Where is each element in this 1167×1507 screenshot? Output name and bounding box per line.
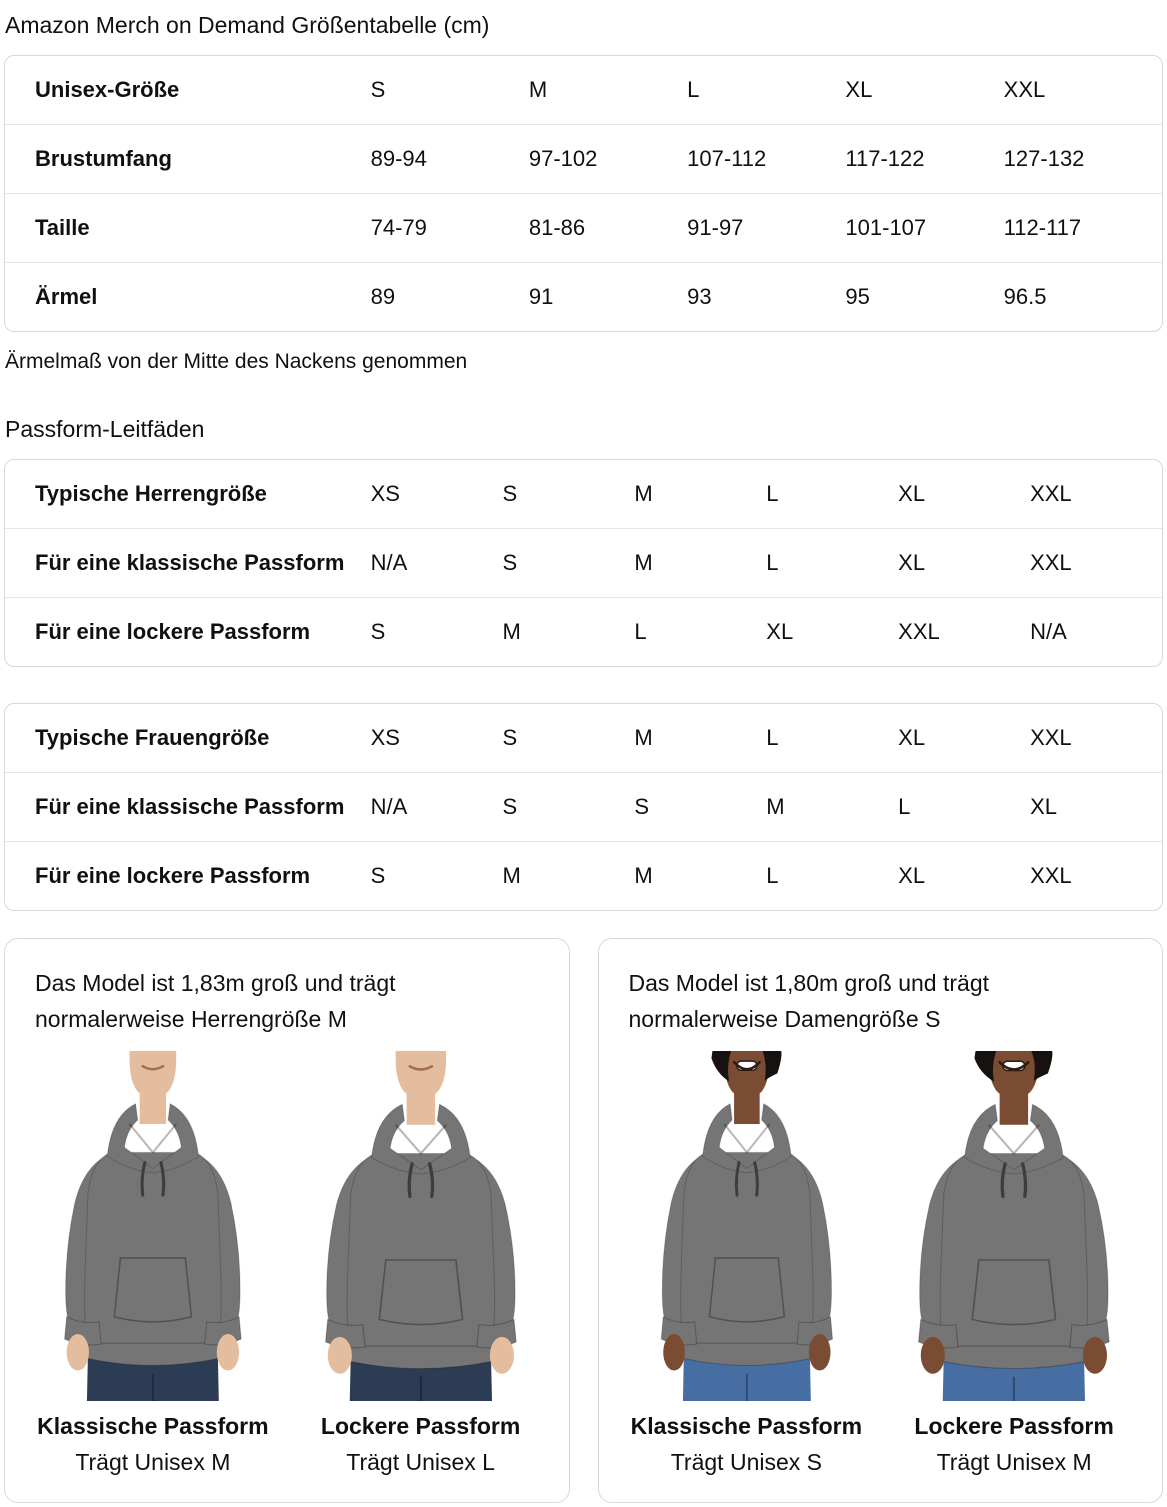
value-cell: M bbox=[503, 597, 635, 666]
table-row bbox=[5, 193, 1162, 262]
page-title: Amazon Merch on Demand Größentabelle (cm) bbox=[5, 12, 490, 38]
table-row bbox=[5, 597, 1162, 666]
size-cell: XL bbox=[845, 77, 873, 102]
value-cell: XL bbox=[898, 528, 1030, 597]
torso bbox=[940, 1153, 1087, 1363]
table-row bbox=[5, 56, 1162, 124]
model-caption bbox=[882, 1413, 1146, 1476]
hoodie bbox=[65, 1104, 242, 1366]
kangaroo-pocket bbox=[114, 1258, 191, 1322]
size-cell: L bbox=[687, 77, 700, 102]
value-cell: XL bbox=[898, 725, 926, 750]
womens-fit-table bbox=[4, 703, 1163, 911]
mens-fit-table bbox=[4, 459, 1163, 667]
fit-type-label: Klassische Passform bbox=[630, 1412, 863, 1439]
sleeve-measure-note: Ärmelmaß von der Mitte des Nackens genommen bbox=[5, 350, 468, 373]
value-cell: XL bbox=[898, 481, 926, 506]
collar-v-line bbox=[989, 1125, 1039, 1154]
row-label: Unisex-Größe bbox=[35, 77, 180, 102]
value-cell: 81-86 bbox=[529, 193, 687, 262]
wears-size-label: Trägt Unisex L bbox=[346, 1448, 495, 1475]
collar-v-line bbox=[724, 1124, 769, 1152]
value-cell: 97-102 bbox=[529, 124, 687, 193]
value-cell: M bbox=[634, 725, 653, 750]
table-row bbox=[5, 262, 1162, 331]
value-cell: 112-117 bbox=[1004, 193, 1162, 262]
torso bbox=[347, 1153, 494, 1363]
value-cell: L bbox=[634, 597, 766, 666]
value-cell: XXL bbox=[1030, 528, 1162, 597]
value-cell: N/A bbox=[1030, 597, 1162, 666]
value-cell: N/A bbox=[371, 772, 503, 841]
female-loose-illustration bbox=[882, 1051, 1146, 1401]
table-row bbox=[5, 704, 1162, 772]
value-cell: M bbox=[503, 841, 635, 910]
card-caption: Das Model ist 1,80m groß und trägt normalerweise Damengröße S bbox=[628, 970, 989, 1032]
value-cell: S bbox=[634, 772, 766, 841]
value-cell: 91 bbox=[529, 262, 687, 331]
value-cell: 93 bbox=[687, 262, 845, 331]
model-photos bbox=[615, 1051, 1147, 1476]
model-photo-classic-male bbox=[21, 1051, 285, 1476]
table-row bbox=[5, 124, 1162, 193]
collar-v-line bbox=[395, 1125, 445, 1154]
female-classic-illustration bbox=[615, 1051, 879, 1401]
value-cell: 127-132 bbox=[1004, 124, 1162, 193]
value-cell: S bbox=[503, 528, 635, 597]
hoodie bbox=[325, 1104, 516, 1368]
value-cell: N/A bbox=[371, 528, 503, 597]
kangaroo-pocket bbox=[379, 1260, 462, 1325]
male-loose-illustration bbox=[289, 1051, 553, 1401]
hem-band bbox=[682, 1343, 810, 1365]
male-model-card bbox=[4, 938, 570, 1503]
value-cell: 89 bbox=[371, 262, 529, 331]
hem-band bbox=[943, 1346, 1085, 1369]
value-cell: 91-97 bbox=[687, 193, 845, 262]
value-cell: L bbox=[898, 772, 1030, 841]
value-cell: 95 bbox=[845, 262, 1003, 331]
fit-type-label: Lockere Passform bbox=[320, 1412, 521, 1439]
value-cell: S bbox=[503, 772, 635, 841]
model-photo-loose-male bbox=[289, 1051, 553, 1476]
row-label: Taille bbox=[5, 193, 371, 262]
value-cell: L bbox=[766, 841, 898, 910]
row-label: Für eine klassische Passform bbox=[5, 528, 371, 597]
torso bbox=[85, 1152, 221, 1360]
wears-size-label: Trägt Unisex M bbox=[75, 1448, 231, 1475]
size-cell: S bbox=[370, 77, 386, 102]
fit-type-label: Klassische Passform bbox=[37, 1412, 269, 1439]
value-cell: XL bbox=[898, 841, 1030, 910]
table-row bbox=[5, 772, 1162, 841]
value-cell: M bbox=[634, 528, 766, 597]
value-cell: 89-94 bbox=[371, 124, 529, 193]
value-cell: M bbox=[634, 841, 766, 910]
row-label: Für eine lockere Passform bbox=[5, 597, 371, 666]
value-cell: 101-107 bbox=[845, 193, 1003, 262]
fit-guides-heading: Passform-Leitfäden bbox=[5, 416, 205, 442]
kangaroo-pocket bbox=[972, 1260, 1055, 1325]
value-cell: XXL bbox=[1030, 481, 1072, 506]
hem-band bbox=[349, 1346, 491, 1369]
male-classic-illustration bbox=[21, 1051, 285, 1401]
unisex-size-table bbox=[4, 55, 1163, 332]
row-label: Brustumfang bbox=[5, 124, 371, 193]
value-cell: L bbox=[766, 481, 779, 506]
torso bbox=[680, 1152, 812, 1360]
value-cell: XXL bbox=[1030, 725, 1072, 750]
value-cell: S bbox=[502, 725, 518, 750]
size-cell: M bbox=[528, 77, 548, 102]
female-model-card bbox=[598, 938, 1164, 1503]
row-label: Typische Herrengröße bbox=[35, 481, 267, 506]
row-label: Typische Frauengröße bbox=[35, 725, 270, 750]
row-label: Für eine klassische Passform bbox=[5, 772, 371, 841]
table-row bbox=[5, 460, 1162, 528]
value-cell: XXL bbox=[1030, 841, 1162, 910]
value-cell: S bbox=[502, 481, 518, 506]
model-photos bbox=[21, 1051, 553, 1476]
hem-band bbox=[87, 1343, 219, 1365]
wears-size-label: Trägt Unisex S bbox=[670, 1448, 822, 1475]
model-photo-loose-female bbox=[882, 1051, 1146, 1476]
table-row bbox=[5, 841, 1162, 910]
value-cell: L bbox=[766, 725, 779, 750]
value-cell: 74-79 bbox=[371, 193, 529, 262]
row-label: Für eine lockere Passform bbox=[5, 841, 371, 910]
row-label: Ärmel bbox=[5, 262, 371, 331]
value-cell: XL bbox=[766, 597, 898, 666]
value-cell: L bbox=[766, 528, 898, 597]
value-cell: 117-122 bbox=[845, 124, 1003, 193]
kangaroo-pocket bbox=[709, 1258, 784, 1322]
size-cell: XXL bbox=[1003, 77, 1046, 102]
hoodie bbox=[661, 1104, 832, 1366]
value-cell: 96.5 bbox=[1004, 262, 1162, 331]
value-cell: M bbox=[766, 772, 898, 841]
model-photo-classic-female bbox=[615, 1051, 879, 1476]
value-cell: XS bbox=[370, 725, 400, 750]
value-cell: 107-112 bbox=[687, 124, 845, 193]
model-caption bbox=[21, 1413, 285, 1476]
model-caption bbox=[615, 1413, 879, 1476]
wears-size-label: Trägt Unisex M bbox=[936, 1448, 1092, 1475]
value-cell: S bbox=[371, 597, 503, 666]
model-cards bbox=[4, 938, 1163, 1503]
model-caption bbox=[289, 1413, 553, 1476]
value-cell: M bbox=[634, 481, 653, 506]
table-row bbox=[5, 528, 1162, 597]
value-cell: XS bbox=[370, 481, 400, 506]
value-cell: XXL bbox=[898, 597, 1030, 666]
value-cell: S bbox=[371, 841, 503, 910]
fit-type-label: Lockere Passform bbox=[914, 1412, 1114, 1439]
hoodie bbox=[919, 1104, 1110, 1368]
card-caption: Das Model ist 1,83m groß und trägt normalerweise Herrengröße M bbox=[35, 970, 396, 1032]
collar-v-line bbox=[130, 1124, 177, 1152]
value-cell: XL bbox=[1030, 772, 1162, 841]
